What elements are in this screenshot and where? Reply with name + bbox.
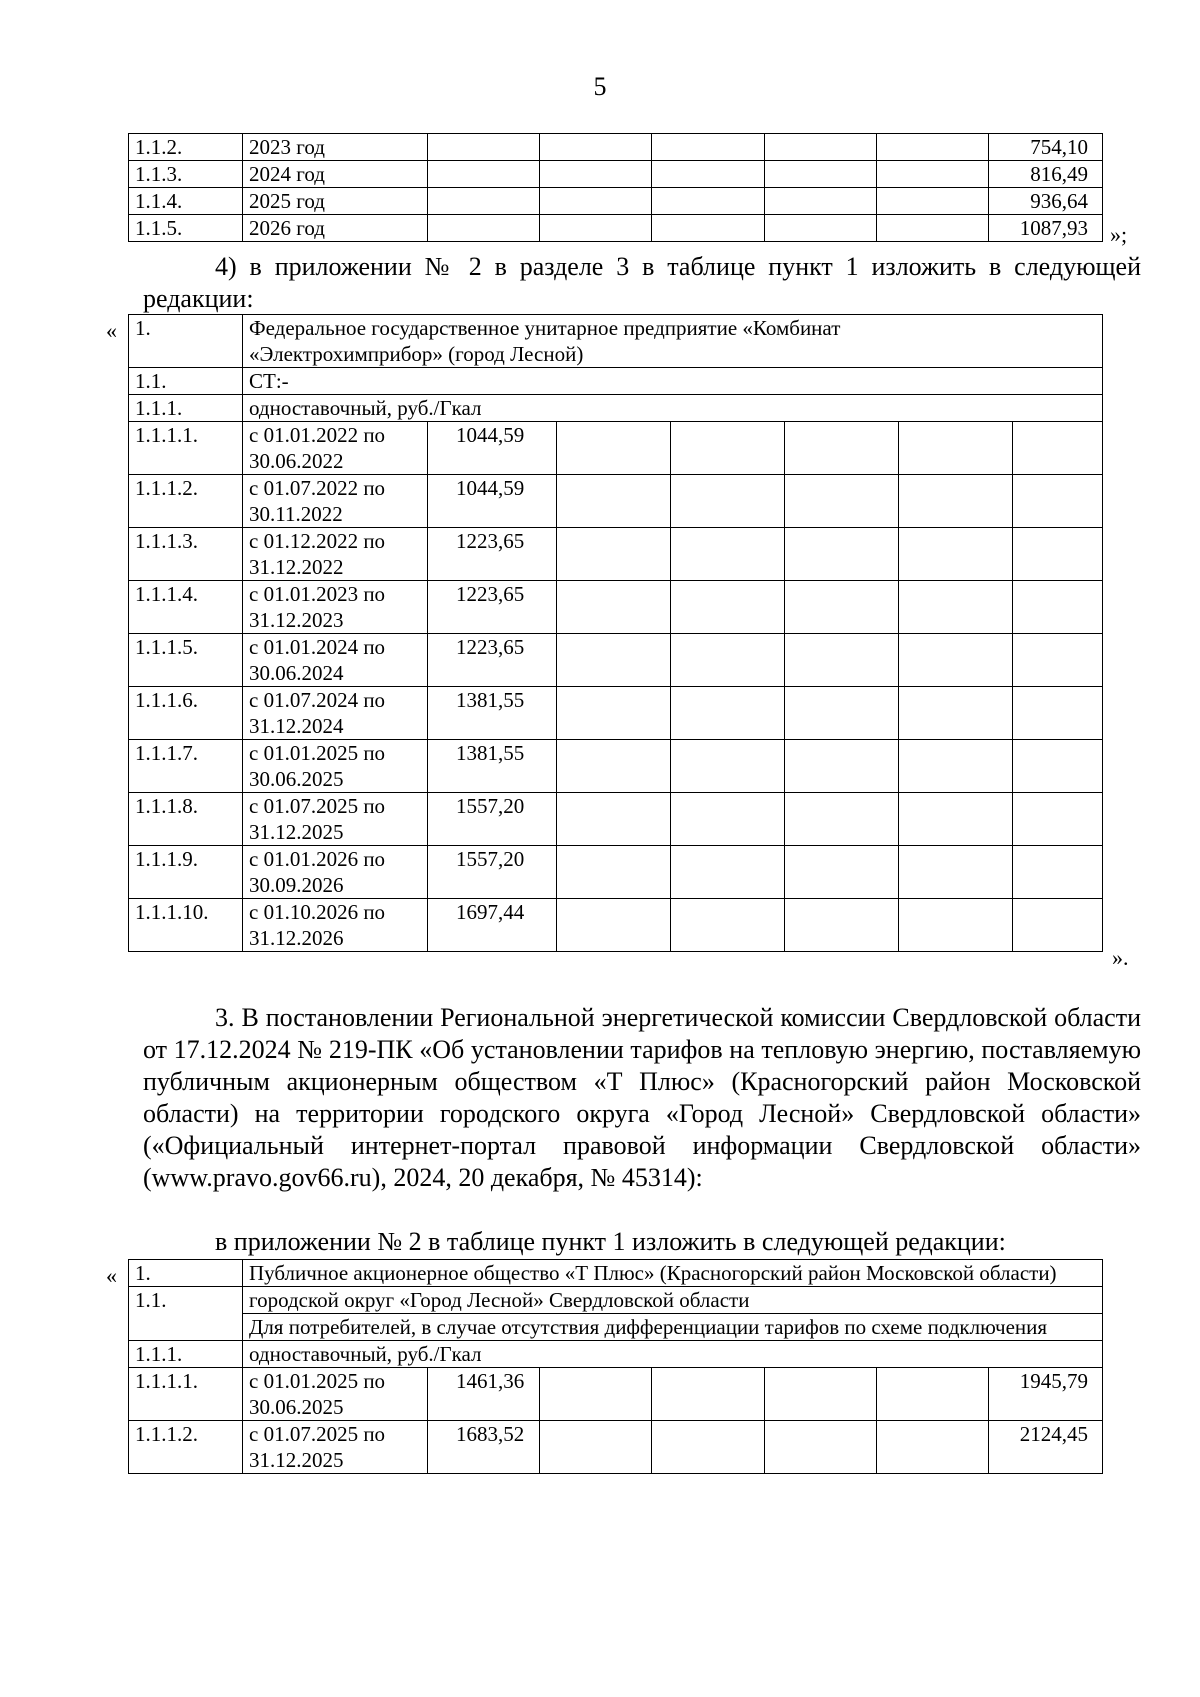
row-value: 1044,59 xyxy=(428,475,557,528)
row-num: 1.1. xyxy=(129,1287,243,1341)
table-row xyxy=(129,1421,1103,1474)
row-num: 1.1.1.5. xyxy=(129,634,243,687)
paragraph-4 xyxy=(143,251,1141,283)
table-row xyxy=(129,687,1103,740)
row-num: 1.1.1.2. xyxy=(129,475,243,528)
row-period: с 01.12.2022 по 31.12.2022 xyxy=(243,528,428,581)
row-num: 1.1.1.8. xyxy=(129,793,243,846)
row-num: 1.1.1. xyxy=(129,395,243,422)
row-num: 1.1.3. xyxy=(129,161,243,188)
row-value: 816,49 xyxy=(989,161,1103,188)
table-row xyxy=(129,581,1103,634)
row-value: 1697,44 xyxy=(428,899,557,952)
row-label: 2023 год xyxy=(243,134,428,161)
row-num: 1.1.1.3. xyxy=(129,528,243,581)
row-value: 1087,93 xyxy=(989,215,1103,242)
table-row xyxy=(129,422,1103,475)
row-label: 2025 год xyxy=(243,188,428,215)
row-value: 1223,65 xyxy=(428,634,557,687)
row-period: с 01.07.2022 по 30.11.2022 xyxy=(243,475,428,528)
row-value: 1223,65 xyxy=(428,528,557,581)
row-value: 1381,55 xyxy=(428,740,557,793)
consumers-label: Для потребителей, в случае отсутствия дифференциации тарифов по схеме подключения xyxy=(243,1314,1103,1341)
table-row xyxy=(129,1368,1103,1421)
row-num: 1.1.1.6. xyxy=(129,687,243,740)
tariff-table-bottom xyxy=(128,1259,1103,1474)
row-period: с 01.01.2024 по 30.06.2024 xyxy=(243,634,428,687)
table-top-close-mark: »; xyxy=(1110,222,1128,247)
tariff-table-mid xyxy=(128,314,1103,952)
table-mid-open-mark: « xyxy=(106,318,117,343)
paragraph-4-cont: редакции: xyxy=(143,284,254,313)
table-row xyxy=(129,634,1103,687)
row-num: 1.1.1.7. xyxy=(129,740,243,793)
row-value: 1557,20 xyxy=(428,793,557,846)
table-mid-close-mark: ». xyxy=(1112,945,1129,970)
row-value: 1461,36 xyxy=(428,1368,540,1421)
table-row xyxy=(129,368,1103,395)
row-label: 2024 год xyxy=(243,161,428,188)
row-value: 1557,20 xyxy=(428,846,557,899)
table-row xyxy=(129,1287,1103,1314)
ct-label: СТ:- xyxy=(243,368,1103,395)
row-num: 1.1.1.2. xyxy=(129,1421,243,1474)
row-value: 1223,65 xyxy=(428,581,557,634)
table-row xyxy=(129,1341,1103,1368)
row-period: с 01.07.2024 по 31.12.2024 xyxy=(243,687,428,740)
table-row xyxy=(129,161,1103,188)
row-num: 1.1.1.10. xyxy=(129,899,243,952)
row-period: с 01.10.2026 по 31.12.2026 xyxy=(243,899,428,952)
row-num: 1. xyxy=(129,1260,243,1287)
row-period: с 01.01.2022 по 30.06.2022 xyxy=(243,422,428,475)
org-name: Федеральное государственное унитарное предприятие «Комбинат «Электрохимприбор» (город Лесной) xyxy=(243,315,1103,368)
row-num: 1.1.5. xyxy=(129,215,243,242)
row-period: с 01.01.2025 по 30.06.2025 xyxy=(243,740,428,793)
row-num: 1.1.1.1. xyxy=(129,422,243,475)
paragraph-3: 3. В постановлении Региональной энергетической комиссии Свердловской области от 17.12.2024 № 219-ПК «Об установлении тарифов на тепловую энергию, поставляемую публичным акционерным обществом «Т Плюс» (Красногорский район Московской области) на территории городского округа «Город Лесной» Свердловской области» («Официальный интернет-портал правовой информации Свердловской области» (www.pravo.gov66.ru), 2024, 20 декабря, № 45314): xyxy=(143,1003,1141,1192)
table-row xyxy=(129,134,1103,161)
tariff-table-top xyxy=(128,133,1103,242)
district-label: городской округ «Город Лесной» Свердловской области xyxy=(243,1287,1103,1314)
table-row xyxy=(129,846,1103,899)
row-label: 2026 год xyxy=(243,215,428,242)
table-bottom-open-mark: « xyxy=(106,1263,117,1288)
table-row xyxy=(129,315,1103,368)
org-name: Публичное акционерное общество «Т Плюс» (Красногорский район Московской области) xyxy=(243,1260,1103,1287)
row-num: 1.1.4. xyxy=(129,188,243,215)
row-num: 1.1.1.1. xyxy=(129,1368,243,1421)
table-row xyxy=(129,475,1103,528)
paragraph-4-line1: 4) в приложении № 2 в разделе 3 в таблице пункт 1 изложить в следующей xyxy=(215,252,1141,281)
row-value: 1683,52 xyxy=(428,1421,540,1474)
row-value: 1381,55 xyxy=(428,687,557,740)
row-period: с 01.01.2025 по 30.06.2025 xyxy=(243,1368,428,1421)
table-row xyxy=(129,1314,1103,1341)
row-num: 1. xyxy=(129,315,243,368)
row-value: 754,10 xyxy=(989,134,1103,161)
row-value: 936,64 xyxy=(989,188,1103,215)
table-row xyxy=(129,899,1103,952)
row-period: с 01.07.2025 по 31.12.2025 xyxy=(243,1421,428,1474)
row-num: 1.1.1.4. xyxy=(129,581,243,634)
table-row xyxy=(129,395,1103,422)
row-period: с 01.01.2023 по 31.12.2023 xyxy=(243,581,428,634)
row-value: 1044,59 xyxy=(428,422,557,475)
row-value-2: 2124,45 xyxy=(989,1421,1103,1474)
table-row xyxy=(129,740,1103,793)
paragraph-3-sub: в приложении № 2 в таблице пункт 1 изложить в следующей редакции: xyxy=(215,1227,1006,1256)
tariff-type: одноставочный, руб./Гкал xyxy=(243,395,1103,422)
tariff-type: одноставочный, руб./Гкал xyxy=(243,1341,1103,1368)
row-num: 1.1.1.9. xyxy=(129,846,243,899)
table-row xyxy=(129,1260,1103,1287)
row-num: 1.1.2. xyxy=(129,134,243,161)
row-num: 1.1.1. xyxy=(129,1341,243,1368)
page-number: 5 xyxy=(593,72,607,101)
table-row xyxy=(129,793,1103,846)
table-row xyxy=(129,188,1103,215)
row-value-2: 1945,79 xyxy=(989,1368,1103,1421)
table-row xyxy=(129,215,1103,242)
row-period: с 01.07.2025 по 31.12.2025 xyxy=(243,793,428,846)
row-period: с 01.01.2026 по 30.09.2026 xyxy=(243,846,428,899)
table-row xyxy=(129,528,1103,581)
row-num: 1.1. xyxy=(129,368,243,395)
